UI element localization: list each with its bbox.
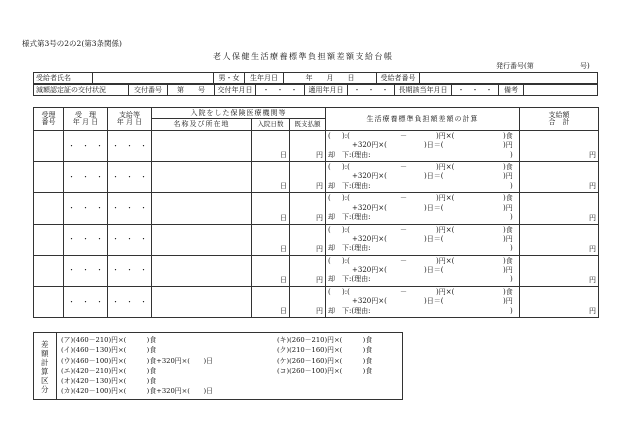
form-id: 様式第3号の2の2(第3条関係) xyxy=(22,39,122,48)
paid-cell[interactable] xyxy=(290,193,326,224)
col-recipient-no-2: 番号 xyxy=(41,118,56,126)
total-yen-unit: 円 xyxy=(589,244,597,253)
legend-item: (ア)(460－210)円×( )食 xyxy=(61,336,157,344)
issue-date-field[interactable]: ・ ・ ・ xyxy=(256,85,305,96)
paid-cell[interactable] xyxy=(290,162,326,193)
calc-line-2 xyxy=(328,266,517,275)
payment-date-dots: ・ ・ ・ xyxy=(112,141,147,150)
days-cell[interactable] xyxy=(252,131,290,162)
receipt-date-cell[interactable] xyxy=(64,162,108,193)
calc-l1-e: )食 xyxy=(503,194,513,203)
table-row xyxy=(34,255,599,286)
total-yen-unit: 円 xyxy=(589,307,597,316)
legend-item: (コ)(260－100)円×( )食 xyxy=(277,366,373,375)
calc-l3-a: 却 下:(理由: xyxy=(328,212,371,221)
total-cell[interactable] xyxy=(520,286,599,317)
calc-cell[interactable] xyxy=(326,193,520,224)
issue-no-field[interactable]: 第 号 xyxy=(168,85,215,96)
col-receipt-date-2: 年 月 日 xyxy=(72,118,99,126)
legend-heading xyxy=(34,333,57,399)
calc-line-3 xyxy=(328,307,517,316)
calc-l3-a: 却 下:(理由: xyxy=(328,150,371,159)
calc-line-1 xyxy=(328,226,517,235)
recipient-name-label: 受給者氏名 xyxy=(34,73,93,84)
table-row xyxy=(34,286,599,317)
calc-line-2 xyxy=(328,235,517,244)
days-cell[interactable] xyxy=(252,224,290,255)
receipt-date-dots: ・ ・ ・ xyxy=(68,235,103,244)
name-location-cell[interactable] xyxy=(152,255,252,286)
receipt-date-dots: ・ ・ ・ xyxy=(68,172,103,181)
issue-date-label: 交付年月日 xyxy=(215,85,256,96)
payment-date-cell[interactable] xyxy=(108,162,152,193)
calc-l2-c: )円 xyxy=(503,141,513,150)
calc-l2-b: )日＝( xyxy=(424,234,444,243)
calc-l1-b: ):( xyxy=(342,225,350,234)
calc-l3-a: 却 下:(理由: xyxy=(328,275,371,284)
col-payment-date xyxy=(108,108,152,131)
main-table xyxy=(33,107,599,318)
legend-item: (ウ)(460－100)円×( )食+320円×( )日 xyxy=(61,356,213,365)
calc-l1-e: )食 xyxy=(503,256,513,265)
apply-date-field[interactable]: ・ ・ ・ xyxy=(348,85,395,96)
calc-l3-b: ) xyxy=(510,306,513,315)
recipient-no-cell[interactable] xyxy=(34,193,64,224)
day-unit: 日 xyxy=(280,244,287,253)
calc-l2-b: )日＝( xyxy=(424,141,444,150)
calc-l1-e: )食 xyxy=(503,132,513,140)
payment-date-dots: ・ ・ ・ xyxy=(112,172,147,181)
days-cell[interactable] xyxy=(252,286,290,317)
payment-date-dots: ・ ・ ・ xyxy=(112,203,147,212)
calc-l1-b: ):( xyxy=(342,287,350,296)
paid-cell[interactable] xyxy=(290,255,326,286)
calc-l3-a: 却 下:(理由: xyxy=(328,306,371,315)
col-recipient-no xyxy=(34,108,64,131)
legend-heading-text: 差額計算区分 xyxy=(41,340,49,394)
calc-l2-b: )日＝( xyxy=(424,297,444,306)
legend-item: (オ)(420－130)円×( )食 xyxy=(61,377,157,386)
calc-l1-c: － xyxy=(400,194,408,203)
calc-line-3 xyxy=(328,275,517,284)
calc-l1-a: ( xyxy=(328,225,331,234)
calc-line-1 xyxy=(328,257,517,266)
legend-item: (ケ)(260－160)円×( )食 xyxy=(277,356,373,365)
col-receipt-date-1: 受 理 xyxy=(75,111,96,119)
reduction-table xyxy=(33,84,598,96)
calc-line-2 xyxy=(328,141,517,150)
day-unit: 日 xyxy=(280,307,287,316)
calc-l1-c: － xyxy=(400,287,408,296)
calc-l3-b: ) xyxy=(510,212,513,221)
total-cell[interactable] xyxy=(520,224,599,255)
calc-l1-d: )円×( xyxy=(436,287,455,296)
calc-l2-a: +320円×( xyxy=(352,141,387,150)
calc-l2-c: )円 xyxy=(503,234,513,243)
paid-yen-unit: 円 xyxy=(316,244,324,253)
calc-l2-c: )円 xyxy=(503,297,513,306)
table-row xyxy=(34,162,599,193)
col-paid: 既支払額 xyxy=(290,119,326,131)
name-location-cell[interactable] xyxy=(152,193,252,224)
apply-date-label: 適用年月日 xyxy=(305,85,348,96)
paid-cell[interactable] xyxy=(290,131,326,162)
payment-date-cell[interactable] xyxy=(108,131,152,162)
recipient-number-label: 受給者番号 xyxy=(377,73,420,84)
calc-l3-b: ) xyxy=(510,181,513,190)
total-cell[interactable] xyxy=(520,193,599,224)
col-total xyxy=(520,108,599,131)
calc-l2-b: )日＝( xyxy=(424,203,444,212)
receipt-date-cell[interactable] xyxy=(64,131,108,162)
name-location-cell[interactable] xyxy=(152,162,252,193)
days-cell[interactable] xyxy=(252,193,290,224)
payment-date-cell[interactable] xyxy=(108,286,152,317)
calc-line-1 xyxy=(328,194,517,203)
calc-line-2 xyxy=(328,297,517,306)
day-unit: 日 xyxy=(280,275,287,284)
calc-l1-a: ( xyxy=(328,132,331,140)
paid-cell[interactable] xyxy=(290,224,326,255)
col-name-location: 名称及び所在地 xyxy=(152,119,252,131)
issue-number-label: 発行番号(第 xyxy=(496,62,534,70)
page-title: 老人保健生活療養標準負担額差額支給台帳 xyxy=(213,52,394,61)
paid-yen-unit: 円 xyxy=(316,213,324,222)
calc-line-1 xyxy=(328,288,517,297)
calc-l1-d: )円×( xyxy=(436,132,455,140)
calc-l1-a: ( xyxy=(328,194,331,203)
calc-l1-b: ):( xyxy=(342,194,350,203)
calc-l2-a: +320円×( xyxy=(352,266,387,275)
calc-l3-b: ) xyxy=(510,275,513,284)
receipt-date-dots: ・ ・ ・ xyxy=(68,203,103,212)
calc-l2-a: +320円×( xyxy=(352,172,387,181)
legend-right-list xyxy=(277,335,372,376)
calc-l3-b: ) xyxy=(510,244,513,253)
total-yen-unit: 円 xyxy=(589,275,597,284)
calc-l2-c: )円 xyxy=(503,203,513,212)
reduction-label: 減額認定証の交付状況 xyxy=(34,85,129,96)
total-cell[interactable] xyxy=(520,255,599,286)
day-unit: 日 xyxy=(280,151,287,160)
col-total-1: 支給額 xyxy=(548,111,570,119)
receipt-date-dots: ・ ・ ・ xyxy=(68,266,103,275)
remarks-label: 備考 xyxy=(499,85,524,96)
day-unit: 日 xyxy=(280,213,287,222)
col-recipient-no-1: 受理 xyxy=(41,111,56,119)
calc-line-1 xyxy=(328,163,517,172)
calc-l2-a: +320円×( xyxy=(352,297,387,306)
table-row xyxy=(34,131,599,162)
calc-l1-c: － xyxy=(400,132,408,140)
calc-l1-c: － xyxy=(400,225,408,234)
day-unit: 日 xyxy=(280,182,287,191)
payment-date-dots: ・ ・ ・ xyxy=(112,266,147,275)
total-yen-unit: 円 xyxy=(589,213,597,222)
calc-l2-b: )日＝( xyxy=(424,172,444,181)
remarks-field[interactable] xyxy=(524,85,598,96)
calc-cell[interactable] xyxy=(326,131,520,162)
col-payment-date-2: 年 月 日 xyxy=(116,118,143,126)
calc-l3-a: 却 下:(理由: xyxy=(328,244,371,253)
long-term-label: 長期該当年月日 xyxy=(395,85,452,96)
calc-l1-d: )円×( xyxy=(436,194,455,203)
payment-date-cell[interactable] xyxy=(108,193,152,224)
calc-l1-e: )食 xyxy=(503,163,513,172)
calc-l3-a: 却 下:(理由: xyxy=(328,181,371,190)
calc-line-1 xyxy=(328,132,517,141)
paid-yen-unit: 円 xyxy=(316,182,324,191)
calc-l1-b: ):( xyxy=(342,132,350,140)
name-location-cell[interactable] xyxy=(152,131,252,162)
recipient-no-cell[interactable] xyxy=(34,131,64,162)
calc-line-3 xyxy=(328,213,517,222)
calc-l2-a: +320円×( xyxy=(352,203,387,212)
calc-l2-b: )日＝( xyxy=(424,266,444,275)
col-calc: 生活療養標準負担額差額の計算 xyxy=(326,108,520,131)
payment-date-cell[interactable] xyxy=(108,255,152,286)
payment-date-dots: ・ ・ ・ xyxy=(112,235,147,244)
issue-number xyxy=(496,63,590,70)
calc-l1-c: － xyxy=(400,256,408,265)
calc-line-3 xyxy=(328,151,517,160)
header-table xyxy=(33,72,598,84)
payment-date-dots: ・ ・ ・ xyxy=(112,297,147,306)
calc-l1-b: ):( xyxy=(342,163,350,172)
calc-l1-d: )円×( xyxy=(436,256,455,265)
calc-line-2 xyxy=(328,172,517,181)
calc-line-3 xyxy=(328,244,517,253)
legend-box xyxy=(33,332,403,400)
paid-cell[interactable] xyxy=(290,286,326,317)
calc-l1-d: )円×( xyxy=(436,163,455,172)
calc-l1-b: ):( xyxy=(342,256,350,265)
total-cell[interactable] xyxy=(520,131,599,162)
issue-no-label: 交付番号 xyxy=(129,85,168,96)
calc-l2-c: )円 xyxy=(503,172,513,181)
calc-l1-a: ( xyxy=(328,163,331,172)
recipient-no-cell[interactable] xyxy=(34,162,64,193)
total-yen-unit: 円 xyxy=(589,151,597,160)
calc-line-3 xyxy=(328,182,517,191)
paid-yen-unit: 円 xyxy=(316,307,324,316)
calc-cell[interactable] xyxy=(326,162,520,193)
recipient-no-cell[interactable] xyxy=(34,224,64,255)
receipt-date-cell[interactable] xyxy=(64,286,108,317)
calc-cell[interactable] xyxy=(326,224,520,255)
col-total-2: 合 計 xyxy=(548,118,570,126)
col-receipt-date xyxy=(64,108,108,131)
receipt-date-cell[interactable] xyxy=(64,193,108,224)
payment-date-cell[interactable] xyxy=(108,224,152,255)
receipt-date-cell[interactable] xyxy=(64,255,108,286)
table-row xyxy=(34,224,599,255)
calc-l1-e: )食 xyxy=(503,287,513,296)
table-row xyxy=(34,193,599,224)
name-location-cell[interactable] xyxy=(152,224,252,255)
recipient-number-field[interactable] xyxy=(420,73,598,84)
legend-item: (ク)(210－160)円×( )食 xyxy=(277,346,373,355)
issue-number-suffix: 号) xyxy=(579,62,590,70)
calc-l1-a: ( xyxy=(328,287,331,296)
total-cell[interactable] xyxy=(520,162,599,193)
calc-l1-a: ( xyxy=(328,256,331,265)
receipt-date-dots: ・ ・ ・ xyxy=(68,141,103,150)
total-yen-unit: 円 xyxy=(589,182,597,191)
paid-yen-unit: 円 xyxy=(316,151,324,160)
paid-yen-unit: 円 xyxy=(316,275,324,284)
calc-l2-c: )円 xyxy=(503,266,513,275)
receipt-date-cell[interactable] xyxy=(64,224,108,255)
calc-l2-a: +320円×( xyxy=(352,234,387,243)
calc-line-2 xyxy=(328,204,517,213)
recipient-no-cell[interactable] xyxy=(34,286,64,317)
legend-item: (キ)(260－210)円×( )食 xyxy=(277,336,373,344)
recipient-no-cell[interactable] xyxy=(34,255,64,286)
legend-item: (エ)(420－210)円×( )食 xyxy=(61,366,157,375)
calc-cell[interactable] xyxy=(326,286,520,317)
days-cell[interactable] xyxy=(252,255,290,286)
legend-item: (カ)(420－100)円×( )食+320円×( )日 xyxy=(61,387,213,396)
name-location-cell[interactable] xyxy=(152,286,252,317)
legend-item: (イ)(460－130)円×( )食 xyxy=(61,346,157,355)
receipt-date-dots: ・ ・ ・ xyxy=(68,297,103,306)
calc-cell[interactable] xyxy=(326,255,520,286)
calc-l3-b: ) xyxy=(510,150,513,159)
col-days: 入院日数 xyxy=(252,119,290,131)
birth-label: 生年月日 xyxy=(245,73,284,84)
legend-left-list xyxy=(61,335,213,397)
recipient-name-field[interactable] xyxy=(93,73,214,84)
birth-date-field[interactable]: 年 月 日 xyxy=(284,73,377,84)
long-term-field[interactable]: ・ ・ ・ xyxy=(452,85,499,96)
sex-field[interactable]: 男・女 xyxy=(214,73,245,84)
col-payment-date-1: 支給等 xyxy=(119,111,140,119)
col-hospital-group: 入院をした保険医療機関等 xyxy=(152,108,326,119)
calc-l1-c: － xyxy=(400,163,408,172)
calc-l1-d: )円×( xyxy=(436,225,455,234)
days-cell[interactable] xyxy=(252,162,290,193)
calc-l1-e: )食 xyxy=(503,225,513,234)
